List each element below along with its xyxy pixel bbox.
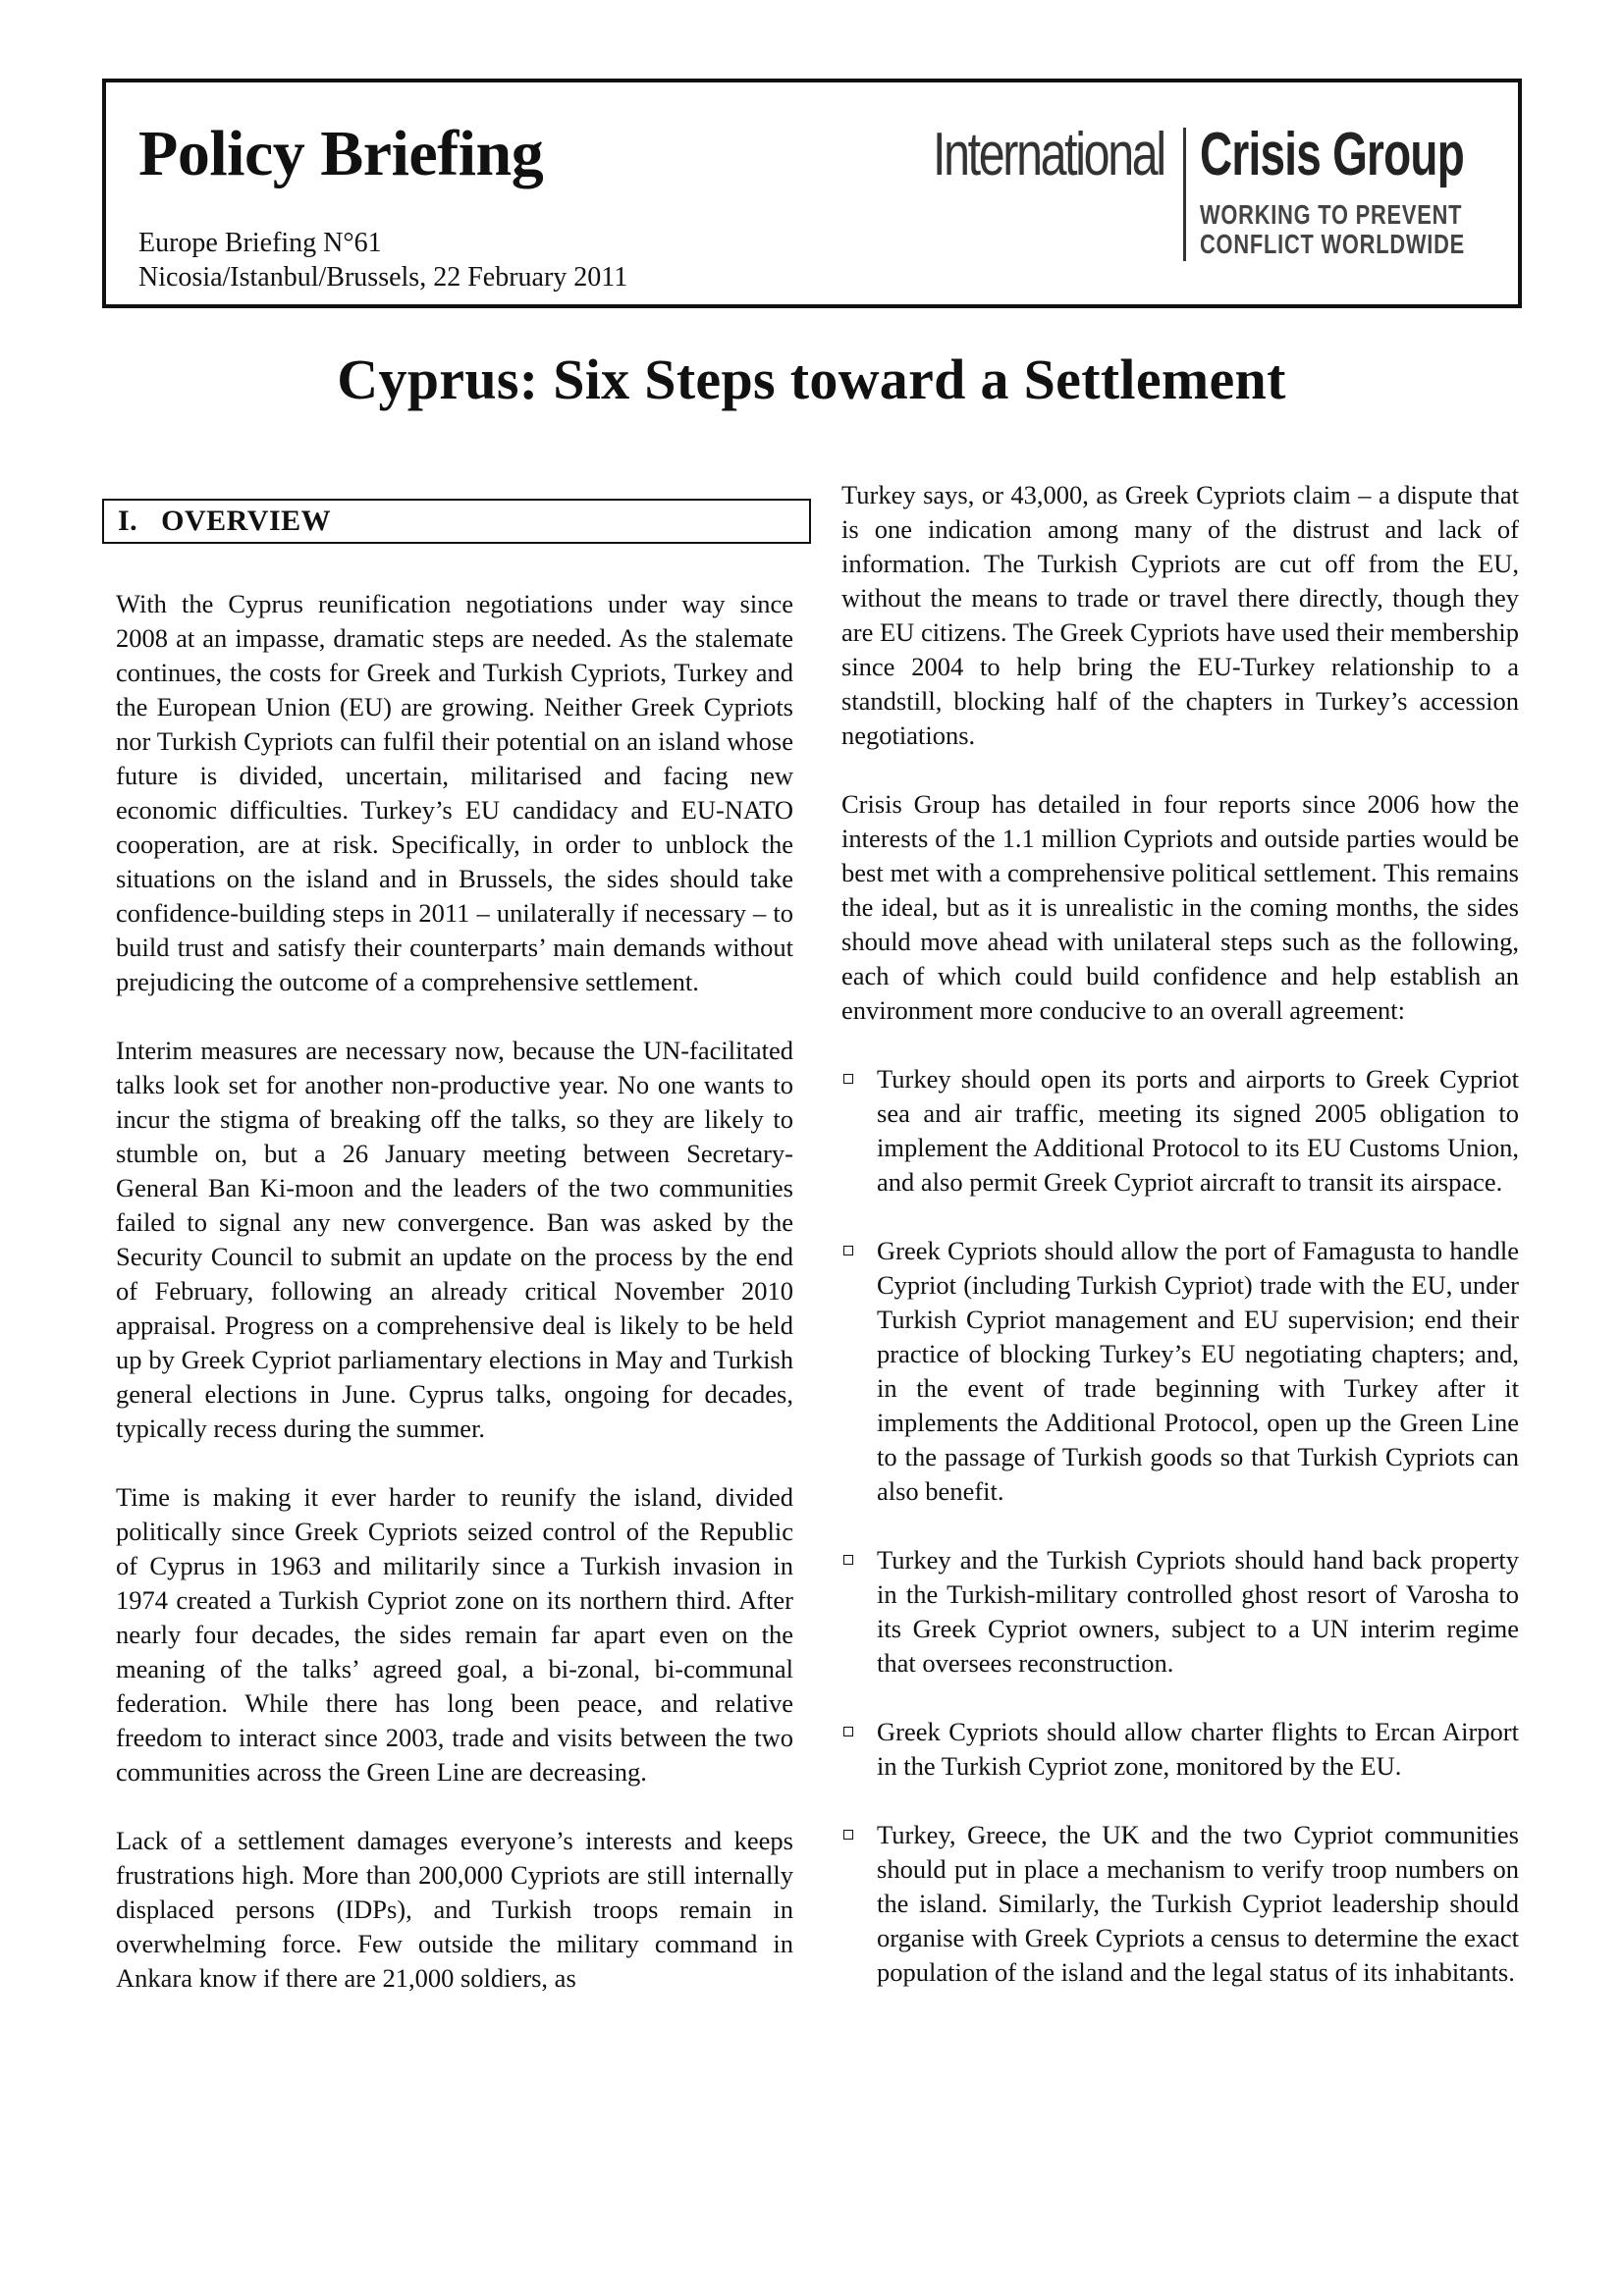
list-item-text: Greek Cypriots should allow charter flights to Ercan Airport in the Turkish Cypriot zone, monitored by the EU. bbox=[877, 1717, 1519, 1781]
document-title: Cyprus: Six Steps toward a Settlement bbox=[337, 347, 1286, 411]
checkbox-bullet-icon bbox=[843, 1555, 853, 1565]
logo-tagline-line2: CONFLICT WORLDWIDE bbox=[1200, 229, 1466, 259]
section-heading-overview: I. OVERVIEW bbox=[102, 499, 811, 544]
list-item bbox=[841, 1818, 1519, 1990]
list-item bbox=[841, 1543, 1519, 1681]
list-item bbox=[841, 1715, 1519, 1784]
paragraph: With the Cyprus reunification negotiations under way since 2008 at an impasse, dramatic steps are needed. As the stalemate continues, the costs for Greek and Turkish Cypriots, Turkey and the European Union (EU) are growing. Neither Greek Cypriots nor Turkish Cypriots can fulfil their potential on an island whose future is divided, uncertain, militarised and facing new economic difficulties. Turkey’s EU candidacy and EU-NATO cooperation, are at risk. Specifically, in order to unblock the situations on the island and in Brussels, the sides should take confidence-building steps in 2011 – unilaterally if necessary – to build trust and satisfy their counterparts’ main demands without prejudicing the outcome of a comprehensive settlement. bbox=[116, 589, 793, 996]
list-item bbox=[841, 1234, 1519, 1509]
policy-briefing-title: Policy Briefing bbox=[138, 118, 544, 189]
list-item-text: Turkey and the Turkish Cypriots should hand back property in the Turkish-military controlled ghost resort of Varosha to its Greek Cypriot owners, subject to a UN interim regime that oversees reconstruction. bbox=[877, 1545, 1519, 1678]
briefing-header bbox=[102, 79, 1522, 308]
paragraph: Lack of a settlement damages everyone’s interests and keeps frustrations high. More than 200,000 Cypriots are still internally displaced persons (IDPs), and Turkish troops remain in overwhelming force. Few outside the military command in Ankara know if there are 21,000 soldiers, as bbox=[116, 1826, 793, 1993]
crisis-group-logo bbox=[933, 122, 1502, 269]
right-column bbox=[841, 478, 1519, 1990]
list-item bbox=[841, 1062, 1519, 1200]
list-item-text: Turkey, Greece, the UK and the two Cypriot communities should put in place a mechanism to verify troop numbers on the island. Similarly, the Turkish Cypriot leadership should organise with Greek Cypriots a census to determine the exact population of the island and the legal status of its inhabitants. bbox=[877, 1820, 1519, 1987]
checkbox-bullet-icon bbox=[843, 1074, 853, 1084]
recommendations-list bbox=[841, 1062, 1519, 1990]
paragraph: Crisis Group has detailed in four reports since 2006 how the interests of the 1.1 million Cypriots and outside parties would be best met with a comprehensive political settlement. This remains the ideal, but as it is unrealistic in the coming months, the sides should move ahead with unilateral steps such as the following, each of which could build confidence and help establish an environment more conducive to an overall agreement: bbox=[841, 789, 1519, 1025]
checkbox-bullet-icon bbox=[843, 1727, 853, 1736]
logo-divider bbox=[1183, 128, 1186, 261]
list-item-text: Turkey should open its ports and airports to Greek Cypriot sea and air traffic, meeting its signed 2005 obligation to implement the Additional Protocol to its EU Customs Union, and also permit Greek Cypriot aircraft to transit its airspace. bbox=[877, 1064, 1519, 1197]
logo-tagline-line1: WORKING TO PREVENT bbox=[1200, 199, 1463, 230]
left-column bbox=[116, 587, 793, 1996]
checkbox-bullet-icon bbox=[843, 1246, 853, 1255]
logo-word-crisis-group: Crisis Group bbox=[1200, 121, 1465, 188]
paragraph: Time is making it ever harder to reunify the island, divided politically since Greek Cypriots seized control of the Republic of Cyprus in 1963 and militarily since a Turkish invasion in 1974 created a Turkish Cypriot zone on its northern third. After nearly four decades, the sides remain far apart even on the meaning of the talks’ agreed goal, a bi-zonal, bi-communal federation. While there has long been peace, and relative freedom to interact since 2003, trade and visits between the two communities across the Green Line are decreasing. bbox=[116, 1482, 793, 1787]
checkbox-bullet-icon bbox=[843, 1830, 853, 1840]
logo-word-international: International bbox=[933, 121, 1164, 188]
briefing-number: Europe Briefing N°61 bbox=[138, 228, 382, 258]
briefing-meta bbox=[138, 226, 627, 294]
paragraph: Turkey says, or 43,000, as Greek Cypriots claim – a dispute that is one indication among many of the distrust and lack of information. The Turkish Cypriots are cut off from the EU, without the means to trade or travel there directly, though they are EU citizens. The Greek Cypriots have used their membership since 2004 to help bring the EU-Turkey relationship to a standstill, blocking half of the chapters in Turkey’s accession negotiations. bbox=[841, 480, 1519, 750]
briefing-place-date: Nicosia/Istanbul/Brussels, 22 February 2011 bbox=[138, 262, 628, 293]
paragraph: Interim measures are necessary now, because the UN-facilitated talks look set for another non-productive year. No one wants to incur the stigma of breaking off the talks, so they are likely to stumble on, but a 26 January meeting between Secretary-General Ban Ki-moon and the leaders of the two communities failed to signal any new convergence. Ban was asked by the Security Council to submit an update on the process by the end of February, following an already critical November 2010 appraisal. Progress on a comprehensive deal is likely to be held up by Greek Cypriot parliamentary elections in May and Turkish general elections in June. Cyprus talks, ongoing for decades, typically recess during the summer. bbox=[116, 1036, 793, 1443]
logo-tagline bbox=[1200, 200, 1465, 259]
list-item-text: Greek Cypriots should allow the port of Famagusta to handle Cypriot (including Turkish Cypriot) trade with the EU, under Turkish Cypriot management and EU supervision; end their practice of blocking Turkey’s EU negotiating chapters; and, in the event of trade beginning with Turkey after it implements the Additional Protocol, open up the Green Line to the passage of Turkish goods so that Turkish Cypriots can also benefit. bbox=[877, 1236, 1519, 1506]
